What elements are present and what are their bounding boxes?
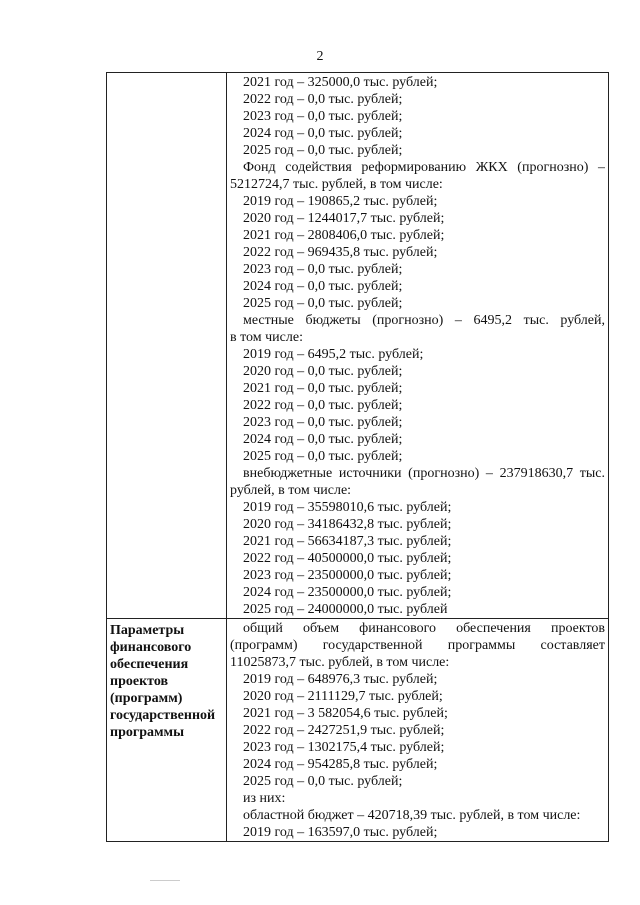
label-line: (программ) [110,691,183,706]
text-line: 2022 год – 40500000,0 тыс. рублей; [243,551,452,566]
text-line: 2019 год – 163597,0 тыс. рублей; [243,825,438,840]
text-line: 2025 год – 0,0 тыс. рублей; [243,449,403,464]
text-line: 2024 год – 0,0 тыс. рублей; [243,432,403,447]
label-cell-project-financing [107,619,227,842]
text-line: внебюджетные источники (прогнозно) – 237918630,7 тыс. [243,466,605,481]
text-line: 2019 год – 35598010,6 тыс. рублей; [243,500,452,515]
text-line: 2025 год – 0,0 тыс. рублей; [243,296,403,311]
label-cell-empty [107,73,227,619]
text-line: местные бюджеты (прогнозно) – 6495,2 тыс. рублей, [243,313,605,328]
text-line: 2023 год – 0,0 тыс. рублей; [243,262,403,277]
value-cell-funding-sources [227,73,609,619]
text-line: 2020 год – 34186432,8 тыс. рублей; [243,517,452,532]
text-line: 2019 год – 190865,2 тыс. рублей; [243,194,438,209]
label-line: обеспечения [110,657,189,672]
text-line: 2024 год – 23500000,0 тыс. рублей; [243,585,452,600]
text-line: 2022 год – 2427251,9 тыс. рублей; [243,723,445,738]
text-line: 2024 год – 0,0 тыс. рублей; [243,279,403,294]
text-line: 2021 год – 56634187,3 тыс. рублей; [243,534,452,549]
text-line: 5212724,7 тыс. рублей, в том числе: [230,177,443,192]
text-line: 2019 год – 648976,3 тыс. рублей; [243,672,438,687]
text-line: 2023 год – 1302175,4 тыс. рублей; [243,740,445,755]
program-passport-table [106,72,609,842]
text-line: 2025 год – 0,0 тыс. рублей; [243,143,403,158]
label-line: финансового [110,640,192,655]
text-line: 2024 год – 954285,8 тыс. рублей; [243,757,438,772]
text-line: 2025 год – 24000000,0 тыс. рублей [243,602,448,617]
label-line: государственной [110,708,216,723]
text-line: 2021 год – 2808406,0 тыс. рублей; [243,228,445,243]
table-row-funding-sources [107,73,609,619]
text-line: в том числе: [230,330,303,345]
text-line: 2025 год – 0,0 тыс. рублей; [243,774,403,789]
text-line: рублей, в том числе: [230,483,352,498]
label-line: программы [110,725,184,740]
project-financing-text [227,619,608,841]
text-line: 2022 год – 0,0 тыс. рублей; [243,398,403,413]
text-line: 2023 год – 0,0 тыс. рублей; [243,109,403,124]
footer-mark [150,880,180,881]
label-line: проектов [110,674,169,689]
text-line: 2022 год – 0,0 тыс. рублей; [243,92,403,107]
text-line: 2020 год – 2111129,7 тыс. рублей; [243,689,443,704]
text-line: 2019 год – 6495,2 тыс. рублей; [243,347,424,362]
text-line: 2021 год – 0,0 тыс. рублей; [243,381,403,396]
text-line: 2021 год – 325000,0 тыс. рублей; [243,75,438,90]
text-line: (программ) государственной программы составляет [230,638,605,653]
text-line: 2020 год – 0,0 тыс. рублей; [243,364,403,379]
text-line: 2022 год – 969435,8 тыс. рублей; [243,245,438,260]
text-line: из них: [243,791,286,806]
project-financing-label [107,619,226,741]
text-line: 2024 год – 0,0 тыс. рублей; [243,126,403,141]
text-line: областной бюджет – 420718,39 тыс. рублей, в том числе: [243,808,581,823]
page-number: 2 [316,49,324,64]
label-line: Параметры [110,623,185,638]
funding-sources-text [227,73,608,618]
text-line: 2021 год – 3 582054,6 тыс. рублей; [243,706,448,721]
text-line: Фонд содействия реформированию ЖКХ (прогнозно) – [243,160,605,175]
text-line: 11025873,7 тыс. рублей, в том числе: [230,655,450,670]
value-cell-project-financing [227,619,609,842]
text-line: 2020 год – 1244017,7 тыс. рублей; [243,211,445,226]
table-row-project-financing [107,619,609,842]
text-line: общий объем финансового обеспечения проектов [243,621,605,636]
text-line: 2023 год – 23500000,0 тыс. рублей; [243,568,452,583]
text-line: 2023 год – 0,0 тыс. рублей; [243,415,403,430]
